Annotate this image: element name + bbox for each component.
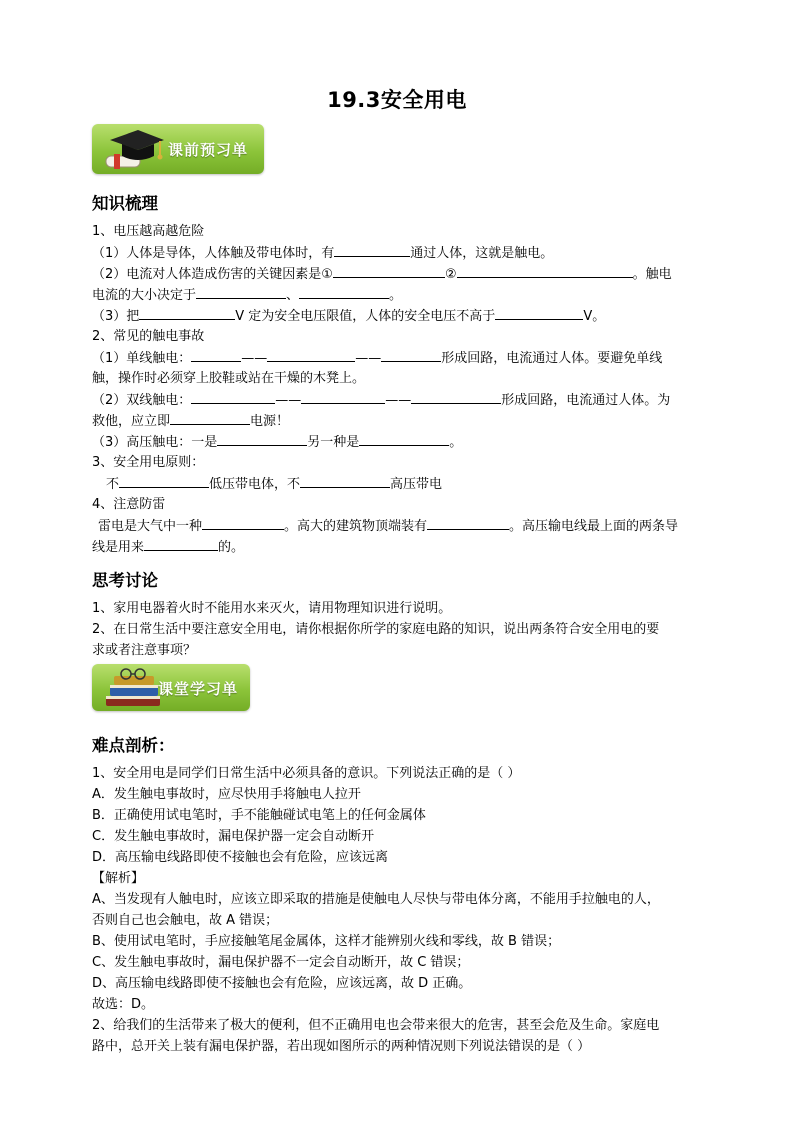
text-segment: V。 [583, 309, 606, 324]
text-line: 1、电压越高越危险 [92, 224, 205, 239]
text-segment: 形成回路，电流通过人体。要避免单线 [441, 351, 663, 366]
text-segment: 通过人体，这就是触电。 [410, 246, 554, 261]
text-segment: （3）高压触电：一是 [92, 435, 218, 450]
answer-line: 故选：D。 [92, 997, 155, 1012]
text-line: 触，操作时必须穿上胶鞋或站在干燥的木凳上。 [92, 371, 366, 386]
text-segment: 电流的大小决定于 [92, 288, 197, 303]
text-line [92, 242, 707, 264]
fill-blank[interactable] [267, 347, 355, 362]
text-segment: （3）把 [92, 309, 140, 324]
fill-blank[interactable] [334, 242, 410, 257]
text-line: 1、家用电器着火时不能用水来灭火，请用物理知识进行说明。 [92, 601, 452, 616]
text-line [92, 305, 707, 327]
text-line [92, 536, 707, 558]
option-a: A．发生触电事故时，应尽快用手将触电人拉开 [92, 787, 361, 802]
text-line [92, 263, 707, 285]
section-heading-analysis: 难点剖析： [92, 736, 175, 755]
fill-blank[interactable] [301, 389, 385, 404]
books-glasses-icon [100, 666, 166, 712]
classroom-banner [92, 664, 250, 711]
dash: —— [355, 351, 382, 366]
text-line: 求或者注意事项？ [92, 643, 197, 658]
text-segment: （1）人体是导体，人体触及带电体时，有 [92, 246, 335, 261]
option-b: B．正确使用试电笔时，手不能触碰试电笔上的任何金属体 [92, 808, 426, 823]
text-segment: 高压带电 [390, 477, 443, 492]
text-segment: 。高压输电线最上面的两条导 [509, 519, 679, 534]
text-line [92, 347, 707, 369]
dash: —— [275, 393, 302, 408]
text-segment: 线是用来 [92, 540, 145, 555]
fill-blank[interactable] [196, 284, 286, 299]
text-segment: 雷电是大气中一种 [98, 519, 203, 534]
fill-blank[interactable] [457, 263, 633, 278]
fill-blank[interactable] [333, 263, 445, 278]
text-segment: 。 [389, 288, 403, 303]
text-line: 3、安全用电原则： [92, 455, 205, 470]
analysis-line: C、发生触电事故时，漏电保护器不一定会自动断开，故 C 错误； [92, 955, 470, 970]
text-segment: V 定为安全电压限值，人体的安全电压不高于 [235, 309, 496, 324]
text-line [92, 431, 707, 453]
text-segment: 不 [106, 477, 120, 492]
text-line [106, 473, 721, 495]
option-c: C．发生触电事故时，漏电保护器一定会自动断开 [92, 829, 375, 844]
fill-blank[interactable] [191, 347, 241, 362]
text-segment: 的。 [218, 540, 245, 555]
text-segment: 形成回路，电流通过人体。为 [501, 393, 671, 408]
fill-blank[interactable] [411, 389, 501, 404]
dash: —— [241, 351, 268, 366]
text-line [92, 410, 707, 432]
question-line: 路中，总开关上装有漏电保护器，若出现如图所示的两种情况则下列说法错误的是（ ） [92, 1039, 591, 1054]
fill-blank[interactable] [119, 473, 209, 488]
fill-blank[interactable] [139, 305, 235, 320]
text-line: 2、常见的触电事故 [92, 329, 205, 344]
text-segment: 电源！ [250, 414, 290, 429]
fill-blank[interactable] [359, 431, 449, 446]
fill-blank[interactable] [170, 410, 250, 425]
preview-banner [92, 124, 264, 174]
text-segment: 。触电 [632, 267, 672, 282]
text-segment: 另一种是 [307, 435, 360, 450]
text-segment: 、 [286, 288, 300, 303]
text-line [92, 284, 707, 306]
analysis-label: 【解析】 [92, 871, 145, 886]
text-line [92, 389, 707, 411]
text-segment: ② [444, 267, 457, 282]
question-line: 2、给我们的生活带来了极大的便利，但不正确用电也会带来很大的危害，甚至会危及生命。家庭电 [92, 1018, 660, 1033]
text-segment: 低压带电体，不 [209, 477, 301, 492]
text-segment: （2）电流对人体造成伤害的关键因素是① [92, 267, 333, 282]
text-segment: 。高大的建筑物顶端装有 [284, 519, 428, 534]
analysis-line: 否则自己也会触电，故 A 错误； [92, 913, 279, 928]
fill-blank[interactable] [381, 347, 441, 362]
text-line: 4、注意防雷 [92, 497, 166, 512]
text-line [98, 515, 713, 537]
text-segment: （2）双线触电： [92, 393, 192, 408]
text-segment: 救他，应立即 [92, 414, 171, 429]
text-segment: （1）单线触电： [92, 351, 192, 366]
fill-blank[interactable] [299, 284, 389, 299]
classroom-banner-label: 课堂学习单 [158, 680, 239, 698]
fill-blank[interactable] [144, 536, 218, 551]
text-line: 2、在日常生活中要注意安全用电，请你根据你所学的家庭电路的知识，说出两条符合安全用电的要 [92, 622, 660, 637]
fill-blank[interactable] [495, 305, 583, 320]
preview-banner-label: 课前预习单 [168, 141, 249, 159]
fill-blank[interactable] [300, 473, 390, 488]
fill-blank[interactable] [427, 515, 509, 530]
option-d: D．高压输电线路即使不接触也会有危险，应该远离 [92, 850, 389, 865]
fill-blank[interactable] [191, 389, 275, 404]
analysis-line: B、使用试电笔时，手应接触笔尾金属体，这样才能辨别火线和零线，故 B 错误； [92, 934, 561, 949]
dash: —— [385, 393, 412, 408]
analysis-line: A、当发现有人触电时，应该立即采取的措施是使触电人尽快与带电体分离，不能用手拉触电的人， [92, 892, 660, 907]
page-title: 19.3安全用电 [327, 88, 467, 112]
section-heading-discussion: 思考讨论 [92, 571, 158, 590]
graduation-cap-diploma-icon [100, 126, 166, 174]
fill-blank[interactable] [202, 515, 284, 530]
analysis-line: D、高压输电线路即使不接触也会有危险，应该远离，故 D 正确。 [92, 976, 472, 991]
section-heading-knowledge: 知识梳理 [92, 194, 158, 213]
fill-blank[interactable] [217, 431, 307, 446]
text-segment: 。 [449, 435, 463, 450]
question-line: 1、安全用电是同学们日常生活中必须具备的意识。下列说法正确的是（ ） [92, 766, 521, 781]
